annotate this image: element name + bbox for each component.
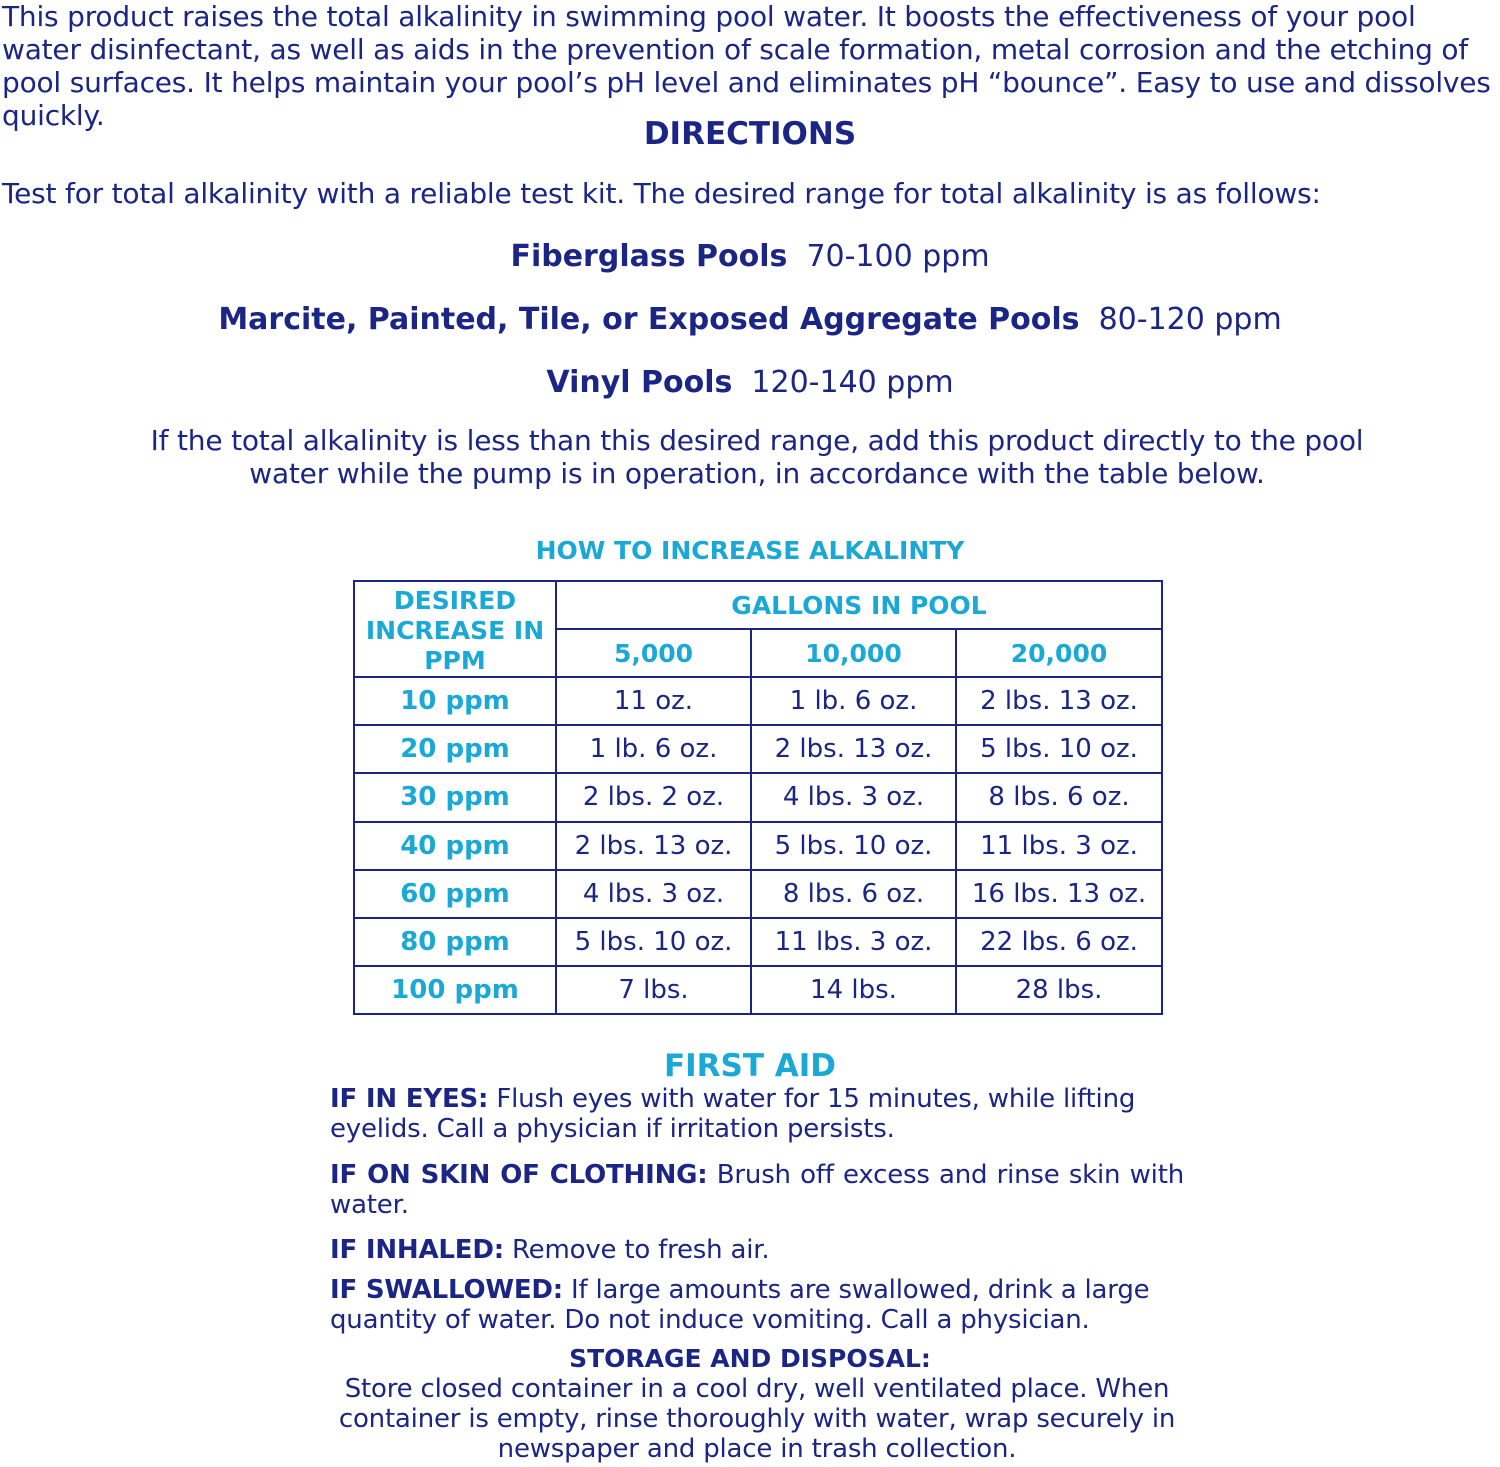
range-pool-type: Fiberglass Pools <box>510 239 788 274</box>
table-row <box>354 966 1162 1014</box>
table-row <box>354 725 1162 773</box>
table-cell: 28 lbs. <box>956 966 1162 1014</box>
row-ppm: 30 ppm <box>354 773 556 821</box>
first-aid-label: IF ON SKIN OF CLOTHING: <box>330 1160 708 1190</box>
first-aid-text: Brush off excess and rinse skin with water. <box>330 1160 1184 1220</box>
range-marcite <box>0 300 1500 340</box>
first-aid-label: IF INHALED: <box>330 1235 504 1265</box>
table-cell: 5 lbs. 10 oz. <box>556 918 751 966</box>
row-ppm: 40 ppm <box>354 822 556 870</box>
row-ppm: 80 ppm <box>354 918 556 966</box>
table-row <box>354 773 1162 821</box>
row-ppm: 60 ppm <box>354 870 556 918</box>
first-aid-eyes <box>330 1084 1184 1144</box>
table-cell: 8 lbs. 6 oz. <box>751 870 956 918</box>
first-aid-text: Remove to fresh air. <box>503 1235 770 1265</box>
range-value: 80-120 ppm <box>1098 302 1282 337</box>
dosage-table <box>353 580 1163 1015</box>
range-value: 120-140 ppm <box>751 365 954 400</box>
first-aid-inhaled <box>330 1235 1184 1265</box>
column-header: 10,000 <box>751 629 956 677</box>
table-cell: 16 lbs. 13 oz. <box>956 870 1162 918</box>
table-cell: 1 lb. 6 oz. <box>751 677 956 725</box>
range-fiberglass <box>0 237 1500 277</box>
table-cell: 5 lbs. 10 oz. <box>956 725 1162 773</box>
product-description: This product raises the total alkalinity in swimming pool water. It boosts the effectiveness of your pool water disinfectant, as well as aids in the prevention of scale formation, metal corrosion and the etching of pool surfaces. It helps maintain your pool’s pH level and eliminates pH “bounce”. Easy to use and dissolves quickly. <box>2 0 1491 132</box>
table-row <box>354 870 1162 918</box>
table-cell: 22 lbs. 6 oz. <box>956 918 1162 966</box>
range-pool-type: Marcite, Painted, Tile, or Exposed Aggregate Pools <box>218 302 1080 337</box>
first-aid-label: IF IN EYES: <box>330 1084 489 1114</box>
table-cell: 2 lbs. 13 oz. <box>956 677 1162 725</box>
range-pool-type: Vinyl Pools <box>546 365 733 400</box>
table-cell: 1 lb. 6 oz. <box>556 725 751 773</box>
table-cell: 4 lbs. 3 oz. <box>556 870 751 918</box>
gallons-header: GALLONS IN POOL <box>556 581 1162 629</box>
directions-heading: DIRECTIONS <box>643 116 857 152</box>
row-ppm: 100 ppm <box>354 966 556 1014</box>
dosing-instruction: If the total alkalinity is less than this desired range, add this product directly to the pool water while the pump is in operation, in accordance with the table below. <box>150 424 1364 490</box>
table-row <box>354 822 1162 870</box>
table-title: HOW TO INCREASE ALKALINTY <box>535 536 965 565</box>
table-cell: 2 lbs. 13 oz. <box>751 725 956 773</box>
first-aid-swallowed <box>330 1275 1184 1335</box>
table-row <box>354 918 1162 966</box>
table-cell: 14 lbs. <box>751 966 956 1014</box>
table-cell: 11 oz. <box>556 677 751 725</box>
column-header: 5,000 <box>556 629 751 677</box>
table-cell: 2 lbs. 2 oz. <box>556 773 751 821</box>
first-aid-text: If large amounts are swallowed, drink a large quantity of water. Do not induce vomiting. Call a physician. <box>330 1275 1150 1335</box>
table-cell: 7 lbs. <box>556 966 751 1014</box>
table-cell: 8 lbs. 6 oz. <box>956 773 1162 821</box>
table-cell: 11 lbs. 3 oz. <box>956 822 1162 870</box>
row-ppm: 20 ppm <box>354 725 556 773</box>
desired-increase-header: DESIRED INCREASE IN PPM <box>354 581 556 677</box>
table-cell: 2 lbs. 13 oz. <box>556 822 751 870</box>
row-ppm: 10 ppm <box>354 677 556 725</box>
table-row <box>354 677 1162 725</box>
test-instruction: Test for total alkalinity with a reliable test kit. The desired range for total alkalinity is as follows: <box>2 177 1321 210</box>
first-aid-text: Flush eyes with water for 15 minutes, while lifting eyelids. Call a physician if irritation persists. <box>330 1084 1136 1144</box>
first-aid-heading: FIRST AID <box>663 1048 837 1084</box>
column-header: 20,000 <box>956 629 1162 677</box>
range-vinyl <box>0 363 1500 403</box>
storage-text: Store closed container in a cool dry, well ventilated place. When container is empty, rinse thoroughly with water, wrap securely in newspaper and place in trash collection. <box>338 1374 1176 1464</box>
table-cell: 11 lbs. 3 oz. <box>751 918 956 966</box>
table-cell: 5 lbs. 10 oz. <box>751 822 956 870</box>
range-value: 70-100 ppm <box>806 239 990 274</box>
first-aid-label: IF SWALLOWED: <box>330 1275 563 1305</box>
first-aid-skin <box>330 1160 1184 1220</box>
storage-heading: STORAGE AND DISPOSAL: <box>569 1344 931 1373</box>
table-cell: 4 lbs. 3 oz. <box>751 773 956 821</box>
